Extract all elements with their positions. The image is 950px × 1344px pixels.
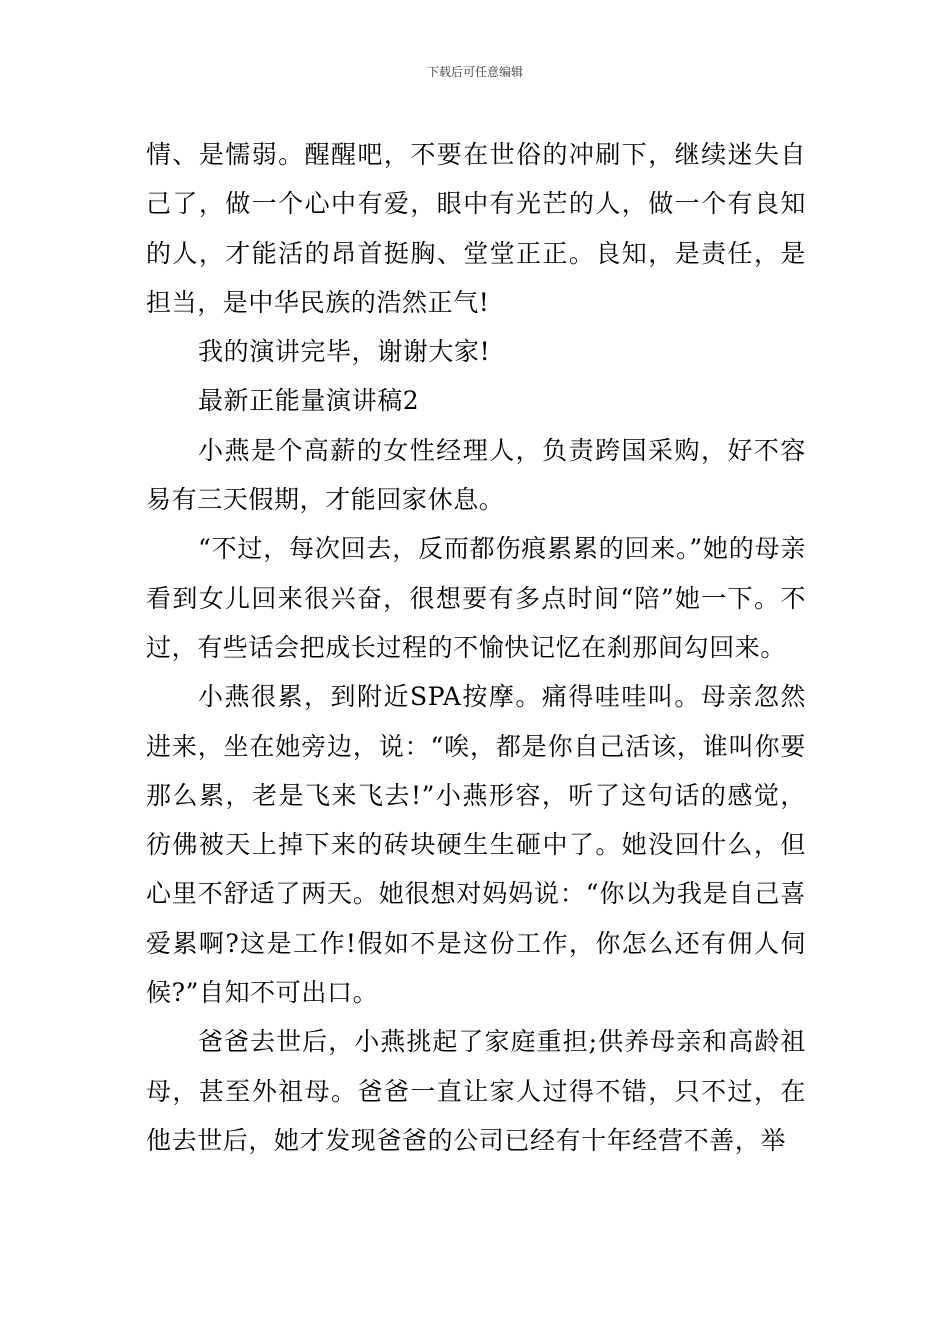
paragraph-2: 我的演讲完毕，谢谢大家! (198, 337, 491, 367)
paragraph-5: 小燕很累，到附近SPA按摩。痛得哇哇叫。母亲忽然进来，坐在她旁边，说：“唉，都是你自己活该，谁叫你要那么累，老是飞来飞去!”小燕形容，听了这句话的感觉，彷佛被天上掉下来的砖块硬生生砸中了。她没回什么，但心里不舒适了两天。她很想对妈妈说：“你以为我是自己喜爱累啊?这是工作!假如不是这份工作，你怎么还有佣人伺候?”自知不可出口。 (146, 682, 806, 1008)
paragraph-1: 情、是懦弱。醒醒吧，不要在世俗的冲刷下，继续迷失自己了，做一个心中有爱，眼中有光芒的人，做一个有良知的人，才能活的昂首挺胸、堂堂正正。良知，是责任，是担当，是中华民族的浩然正气! (146, 140, 806, 317)
paragraph-3: 小燕是个高薪的女性经理人，负责跨国采购，好不容易有三天假期，才能回家休息。 (146, 435, 806, 515)
page-header: 下载后可任意编辑 (426, 65, 523, 79)
section-heading: 最新正能量演讲稿2 (198, 386, 420, 416)
paragraph-6: 爸爸去世后，小燕挑起了家庭重担;供养母亲和高龄祖母，甚至外祖母。爸爸一直让家人过得不错，只不过，在他去世后，她才发现爸爸的公司已经有十年经营不善，举 (146, 1027, 806, 1155)
document-body (146, 130, 806, 1165)
paragraph-4: “不过，每次回去，反而都伤痕累累的回来。”她的母亲看到女儿回来很兴奋，很想要有多点时间“陪”她一下。不过，有些话会把成长过程的不愉快记忆在刹那间勾回来。 (146, 534, 806, 662)
